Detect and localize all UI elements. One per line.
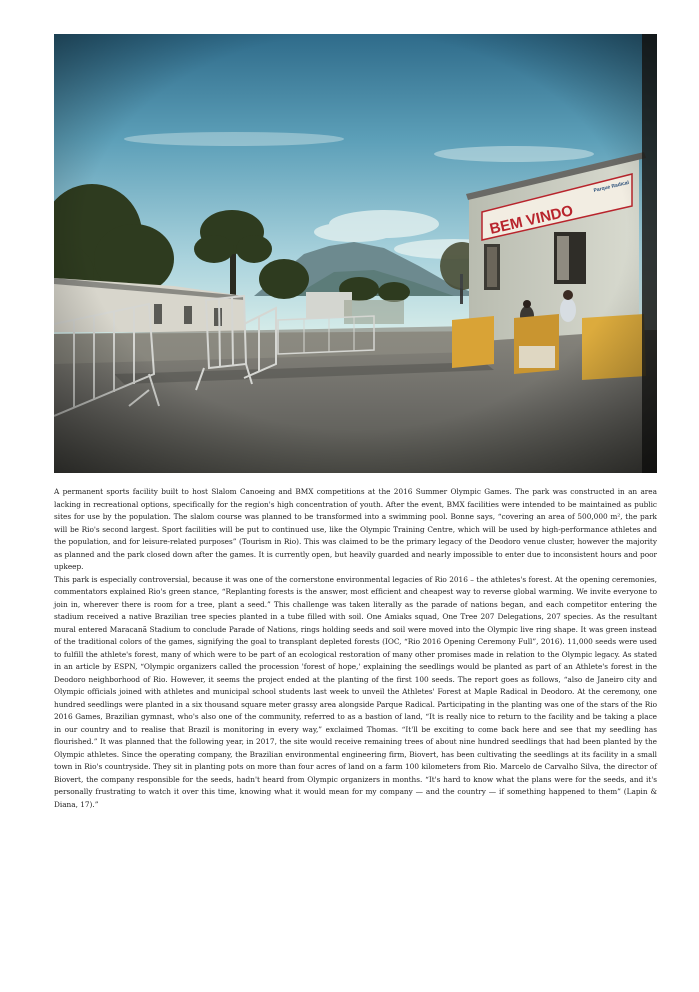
article-body xyxy=(54,486,657,811)
venue-photo xyxy=(54,34,657,473)
paragraph-1: A permanent sports facility built to host Slalom Canoeing and BMX competitions at the 2016 Summer Olympic Games. The park was constructed in an area lacking in recreational options, specifically for the region's high concentration of youth. After the event, BMX facilities were intended to be maintained as public sites for use by the population. The slalom course was planned to be transformed into a swimming pool. Bonne says, “covering an area of 500,000 m², the park will be Rio's second largest. Sport facilities will be put to continued use, like the Olympic Training Centre, which will be used by high-performance athletes and the population, and for leisure-related purposes” (Tourism in Rio). This was claimed to be the primary legacy of the Deodoro venue cluster, however the majority as planned and the park closed down after the games. It is currently open, but heavily guarded and nearly impossible to enter due to inconsistent hours and poor upkeep. xyxy=(54,487,657,572)
photo-illustration xyxy=(54,34,657,473)
paragraph-2: This park is especially controversial, because it was one of the cornerstone environmental legacies of Rio 2016 – the athletes's forest. At the opening ceremonies, commentators explained Rio's green stance, “Replanting forests is the answer, most efficient and cheapest way to reverse global warming. We invite everyone to join in, wherever there is room for a tree, plant a seed.” This challenge was taken literally as the parade of nations began, and each competitor entering the stadium received a native Brazilian tree species planted in a tube filled with soil. One Amiaks squad, One Tree 207 Delegations, 207 species. As the resultant mural entered Maracanã Stadium to conclude Parade of Nations, rings holding seeds and soil were moved into the Olympic live ring shape. It was green instead of the traditional colors of the games, signifying the goal to transplant depleted forests (IOC, “Rio 2016 Opening Ceremony Full”, 2016). 11,000 seeds were used to fulfill the athlete's forest, many of which were to be part of an ecological restoration of many other promises made in relation to the Olympic legacy. As stated in an article by ESPN, “Olympic organizers called the procession 'forest of hope,' explaining the seedlings would be planted as part of an Athlete's forest in the Deodoro neighborhood of Rio. However, it seems the project ended at the planting of the first 100 seeds. The report goes as follows, “also de Janeiro city and Olympic officials joined with athletes and municipal school students last week to unveil the Athletes' Forest at Maple Radical in Deodoro. At the ceremony, one hundred seedlings were planted in a six thousand square meter grassy area alongside Parque Radical. Participating in the planting was one of the stars of the Rio 2016 Games, Brazilian gymnast, who's also one of the community, referred to as a bastion of land, “It is really nice to return to the facility and be taking a place in our country and to realise that Brazil is monitoring in every way,” exclaimed Thomas. “It'll be exciting to come back here and see that my seedling has flourished.” It was planned that the following year, in 2017, the site would receive remaining trees of about nine hundred seedlings that had been planted by the Olympic athletes. Since the operating company, the Brazilian environmental engineering firm, Biovert, has been cultivating the seedlings at its facility in a small town in Rio's countryside. They sit in planting pots on more than four acres of land on a farm 100 kilometers from Rio. Marcelo de Carvalho Silva, the director of Biovert, the company responsible for the seeds, hadn't heard from Olympic organizers in months. “It's hard to know what the plans were for the seeds, and it's personally frustrating to watch it over this time, knowing what it would mean for my company — and the country — if something happened to them” (Lapin & Diana, 17).” xyxy=(54,574,657,809)
